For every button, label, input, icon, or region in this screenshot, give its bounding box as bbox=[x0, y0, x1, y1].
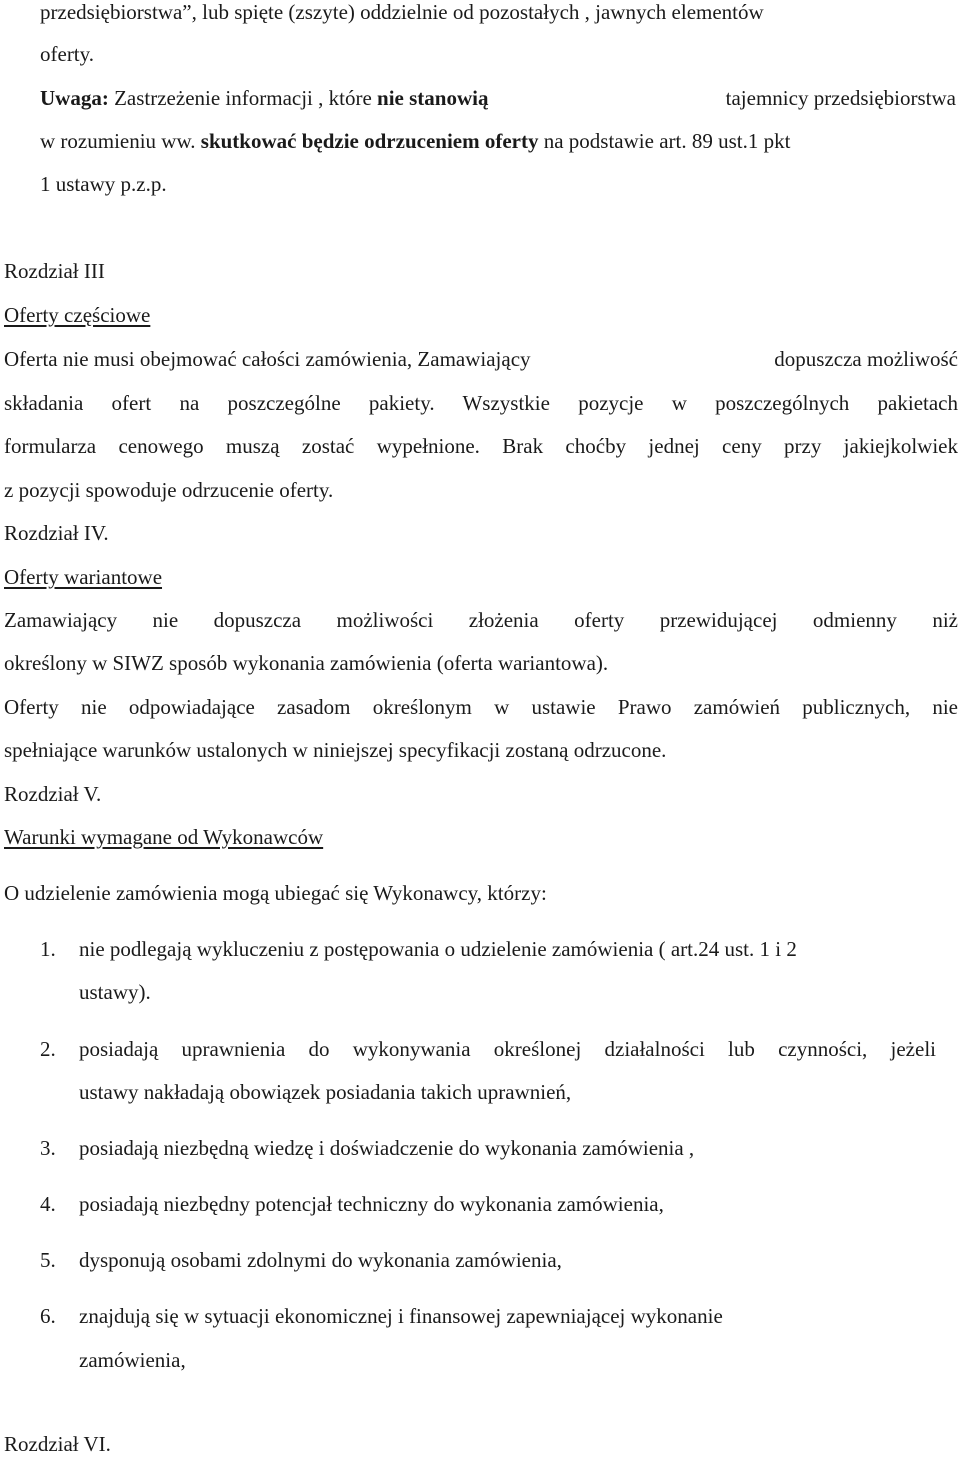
chapter-3-p1-line-1-b: dopuszcza możliwość bbox=[774, 347, 958, 371]
intro-line-1: przedsiębiorstwa”, lub spięte (zszyte) oddzielnie od pozostałych , jawnych elementów bbox=[40, 0, 764, 24]
uwaga-label: Uwaga: bbox=[40, 86, 109, 110]
list-item-text-line-2: ustawy). bbox=[79, 980, 151, 1004]
chapter-5-heading: Rozdział V. bbox=[4, 782, 102, 806]
chapter-3-p1-line-2: składania ofert na poszczególne pakiety. Wszystkie pozycje w poszczególnych pakietach bbox=[4, 391, 958, 415]
chapter-4-p1-line-2: określony w SIWZ sposób wykonania zamówienia (oferta wariantowa). bbox=[4, 651, 609, 675]
list-item-text-line-1: posiadają niezbędną wiedzę i doświadczenie do wykonania zamówienia , bbox=[79, 1136, 695, 1160]
list-item-text-line-1: posiadają uprawnienia do wykonywania określonej działalności lub czynności, jeżeli bbox=[79, 1037, 936, 1061]
list-item-text-line-2: zamówienia, bbox=[79, 1348, 186, 1372]
list-item-text-line-1: dysponują osobami zdolnymi do wykonania zamówienia, bbox=[79, 1248, 562, 1272]
list-item-number: 6. bbox=[40, 1304, 56, 1328]
chapter-3-p1-line-1 bbox=[4, 345, 958, 373]
chapter-4-subheading: Oferty wariantowe bbox=[4, 565, 163, 589]
list-item-text-line-1: posiadają niezbędny potencjał techniczny do wykonania zamówienia, bbox=[79, 1192, 664, 1216]
list-item-text-line-2: ustawy nakładają obowiązek posiadania takich uprawnień, bbox=[79, 1080, 572, 1104]
list-item-number: 3. bbox=[40, 1136, 56, 1160]
chapter-4-heading: Rozdział IV. bbox=[4, 521, 109, 545]
list-item-number: 2. bbox=[40, 1037, 56, 1061]
chapter-3-p1-line-4: z pozycji spowoduje odrzucenie oferty. bbox=[4, 478, 334, 502]
chapter-3-p1-line-1-a: Oferta nie musi obejmować całości zamówienia, Zamawiający bbox=[4, 347, 531, 371]
uwaga-bold-1: nie stanowią bbox=[377, 86, 489, 110]
chapter-3-heading: Rozdział III bbox=[4, 259, 105, 283]
list-item-number: 4. bbox=[40, 1192, 56, 1216]
intro-line-4 bbox=[40, 127, 790, 155]
chapter-5-intro: O udzielenie zamówienia mogą ubiegać się Wykonawcy, którzy: bbox=[4, 881, 547, 905]
uwaga-text-1: Zastrzeżenie informacji , które bbox=[108, 86, 378, 110]
uwaga-line bbox=[40, 84, 956, 112]
intro-line-2: oferty. bbox=[40, 42, 95, 66]
uwaga-text-2: tajemnicy przedsiębiorstwa bbox=[725, 86, 956, 110]
intro-line-4-bold: skutkować będzie odrzuceniem oferty bbox=[200, 129, 539, 153]
chapter-4-p2-line-2: spełniające warunków ustalonych w niniejszej specyfikacji zostaną odrzucone. bbox=[4, 738, 667, 762]
chapter-5-subheading: Warunki wymagane od Wykonawców bbox=[4, 825, 324, 849]
intro-line-4-a: w rozumieniu ww. bbox=[40, 129, 201, 153]
list-item-number: 5. bbox=[40, 1248, 56, 1272]
list-item-number: 1. bbox=[40, 937, 56, 961]
chapter-3-subheading: Oferty częściowe bbox=[4, 303, 151, 327]
chapter-3-p1-line-3: formularza cenowego muszą zostać wypełnione. Brak choćby jednej ceny przy jakiejkolwiek bbox=[4, 434, 958, 458]
chapter-6-heading: Rozdział VI. bbox=[4, 1432, 111, 1456]
intro-line-4-b: na podstawie art. 89 ust.1 pkt bbox=[538, 129, 791, 153]
intro-line-5: 1 ustawy p.z.p. bbox=[40, 172, 167, 196]
chapter-4-p2-line-1: Oferty nie odpowiadające zasadom określonym w ustawie Prawo zamówień publicznych, nie bbox=[4, 695, 958, 719]
list-item-text-line-1: znajdują się w sytuacji ekonomicznej i finansowej zapewniającej wykonanie bbox=[79, 1304, 723, 1328]
list-item-text-line-1: nie podlegają wykluczeniu z postępowania o udzielenie zamówienia ( art.24 ust. 1 i 2 bbox=[79, 937, 797, 961]
chapter-4-p1-line-1: Zamawiający nie dopuszcza możliwości złożenia oferty przewidującej odmienny niż bbox=[4, 608, 958, 632]
